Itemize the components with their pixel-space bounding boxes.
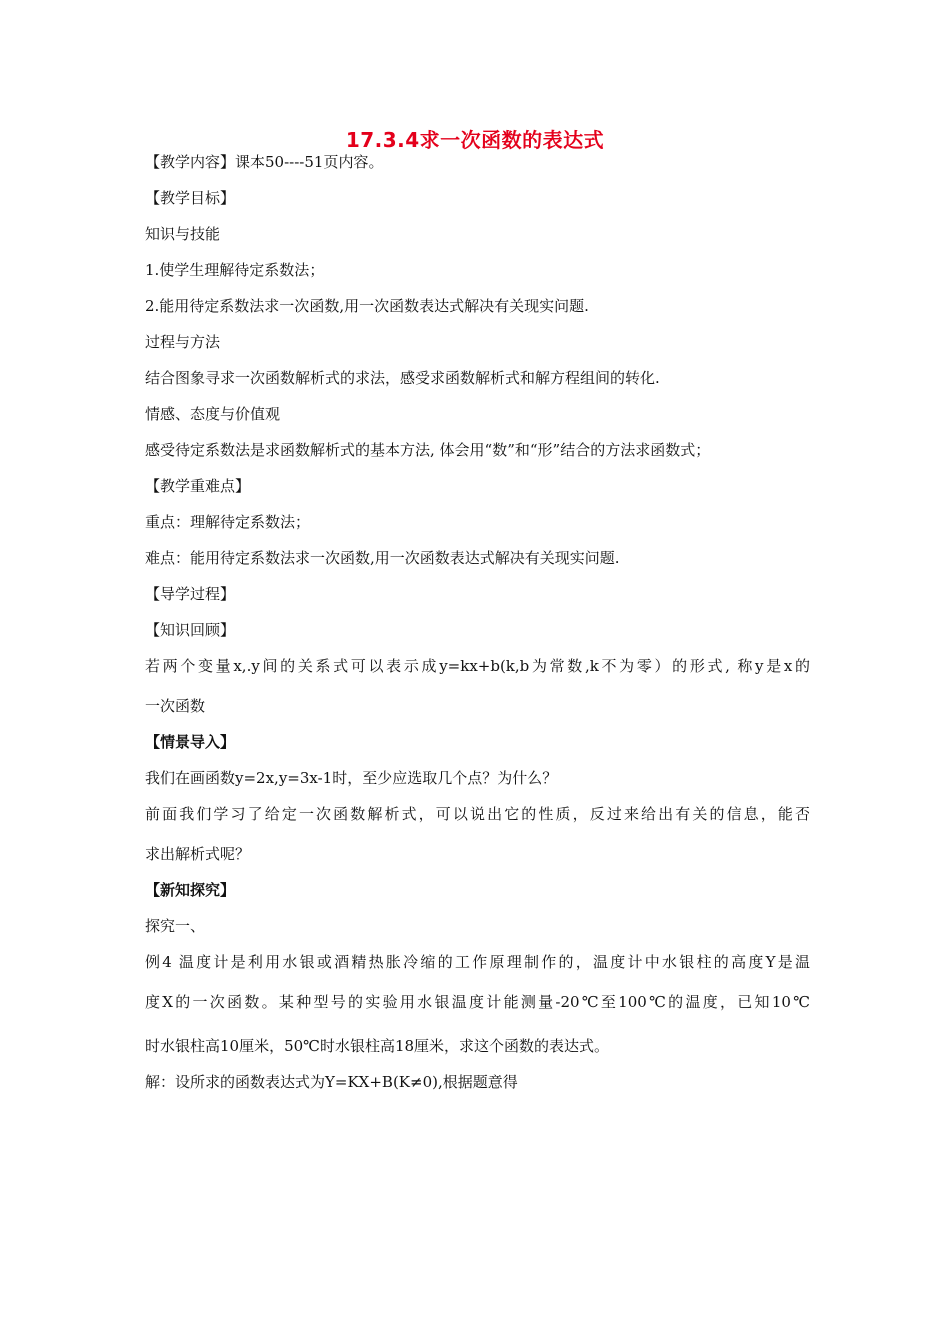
- example-text-line-3: 时水银柱高10厘米，50℃时水银柱高18厘米，求这个函数的表达式。: [145, 1037, 610, 1055]
- intro-text-line-1: 前面我们学习了给定一次函数解析式，可以说出它的性质，反过来给出有关的信息，能否: [145, 805, 810, 823]
- difficult-point-text: 难点：能用待定系数法求一次函数,用一次函数表达式解决有关现实问题.: [145, 549, 620, 567]
- review-text-line-2: 一次函数: [145, 697, 206, 715]
- key-point-text: 重点：理解待定系数法；: [145, 513, 311, 531]
- goal-item-1: 1.使学生理解待定系数法；: [145, 261, 325, 279]
- section-heading-review: 【知识回顾】: [145, 621, 236, 639]
- explore-label: 探究一、: [145, 917, 206, 935]
- section-heading-intro: 【情景导入】: [145, 733, 236, 751]
- solution-text: 解：设所求的函数表达式为Y=KX+B(K≠0),根据题意得: [145, 1073, 518, 1091]
- review-text-line-1: 若两个变量x,.y间的关系式可以表示成y=kx+b(k,b为常数,k不为零）的形式, 称y是x的: [145, 657, 810, 675]
- example-text-line-2: 度X的一次函数。某种型号的实验用水银温度计能测量-20℃至100℃的温度，已知10℃: [145, 993, 810, 1011]
- example-text-line-1: 例4 温度计是利用水银或酒精热胀冷缩的工作原理制作的，温度计中水银柱的高度Y是温: [145, 953, 810, 971]
- attitude-text: 感受待定系数法是求函数解析式的基本方法, 体会用“数”和“形”结合的方法求函数式；: [145, 441, 711, 459]
- section-heading-goals: 【教学目标】: [145, 189, 236, 207]
- page-title: 17.3.4求一次函数的表达式: [345, 128, 605, 152]
- intro-question: 我们在画函数y=2x,y=3x-1时，至少应选取几个点？为什么？: [145, 769, 558, 787]
- section-heading-explore: 【新知探究】: [145, 881, 236, 899]
- goal-item-2: 2.能用待定系数法求一次函数,用一次函数表达式解决有关现实问题.: [145, 297, 589, 315]
- section-heading-process: 【导学过程】: [145, 585, 236, 603]
- subheading-knowledge: 知识与技能: [145, 225, 221, 243]
- subheading-process: 过程与方法: [145, 333, 221, 351]
- teaching-content-line: 【教学内容】课本50----51页内容。: [145, 153, 384, 171]
- subheading-attitude: 情感、态度与价值观: [145, 405, 281, 423]
- process-text: 结合图象寻求一次函数解析式的求法，感受求函数解析式和解方程组间的转化.: [145, 369, 660, 387]
- intro-text-line-2: 求出解析式呢？: [145, 845, 251, 863]
- section-heading-key-points: 【教学重难点】: [145, 477, 251, 495]
